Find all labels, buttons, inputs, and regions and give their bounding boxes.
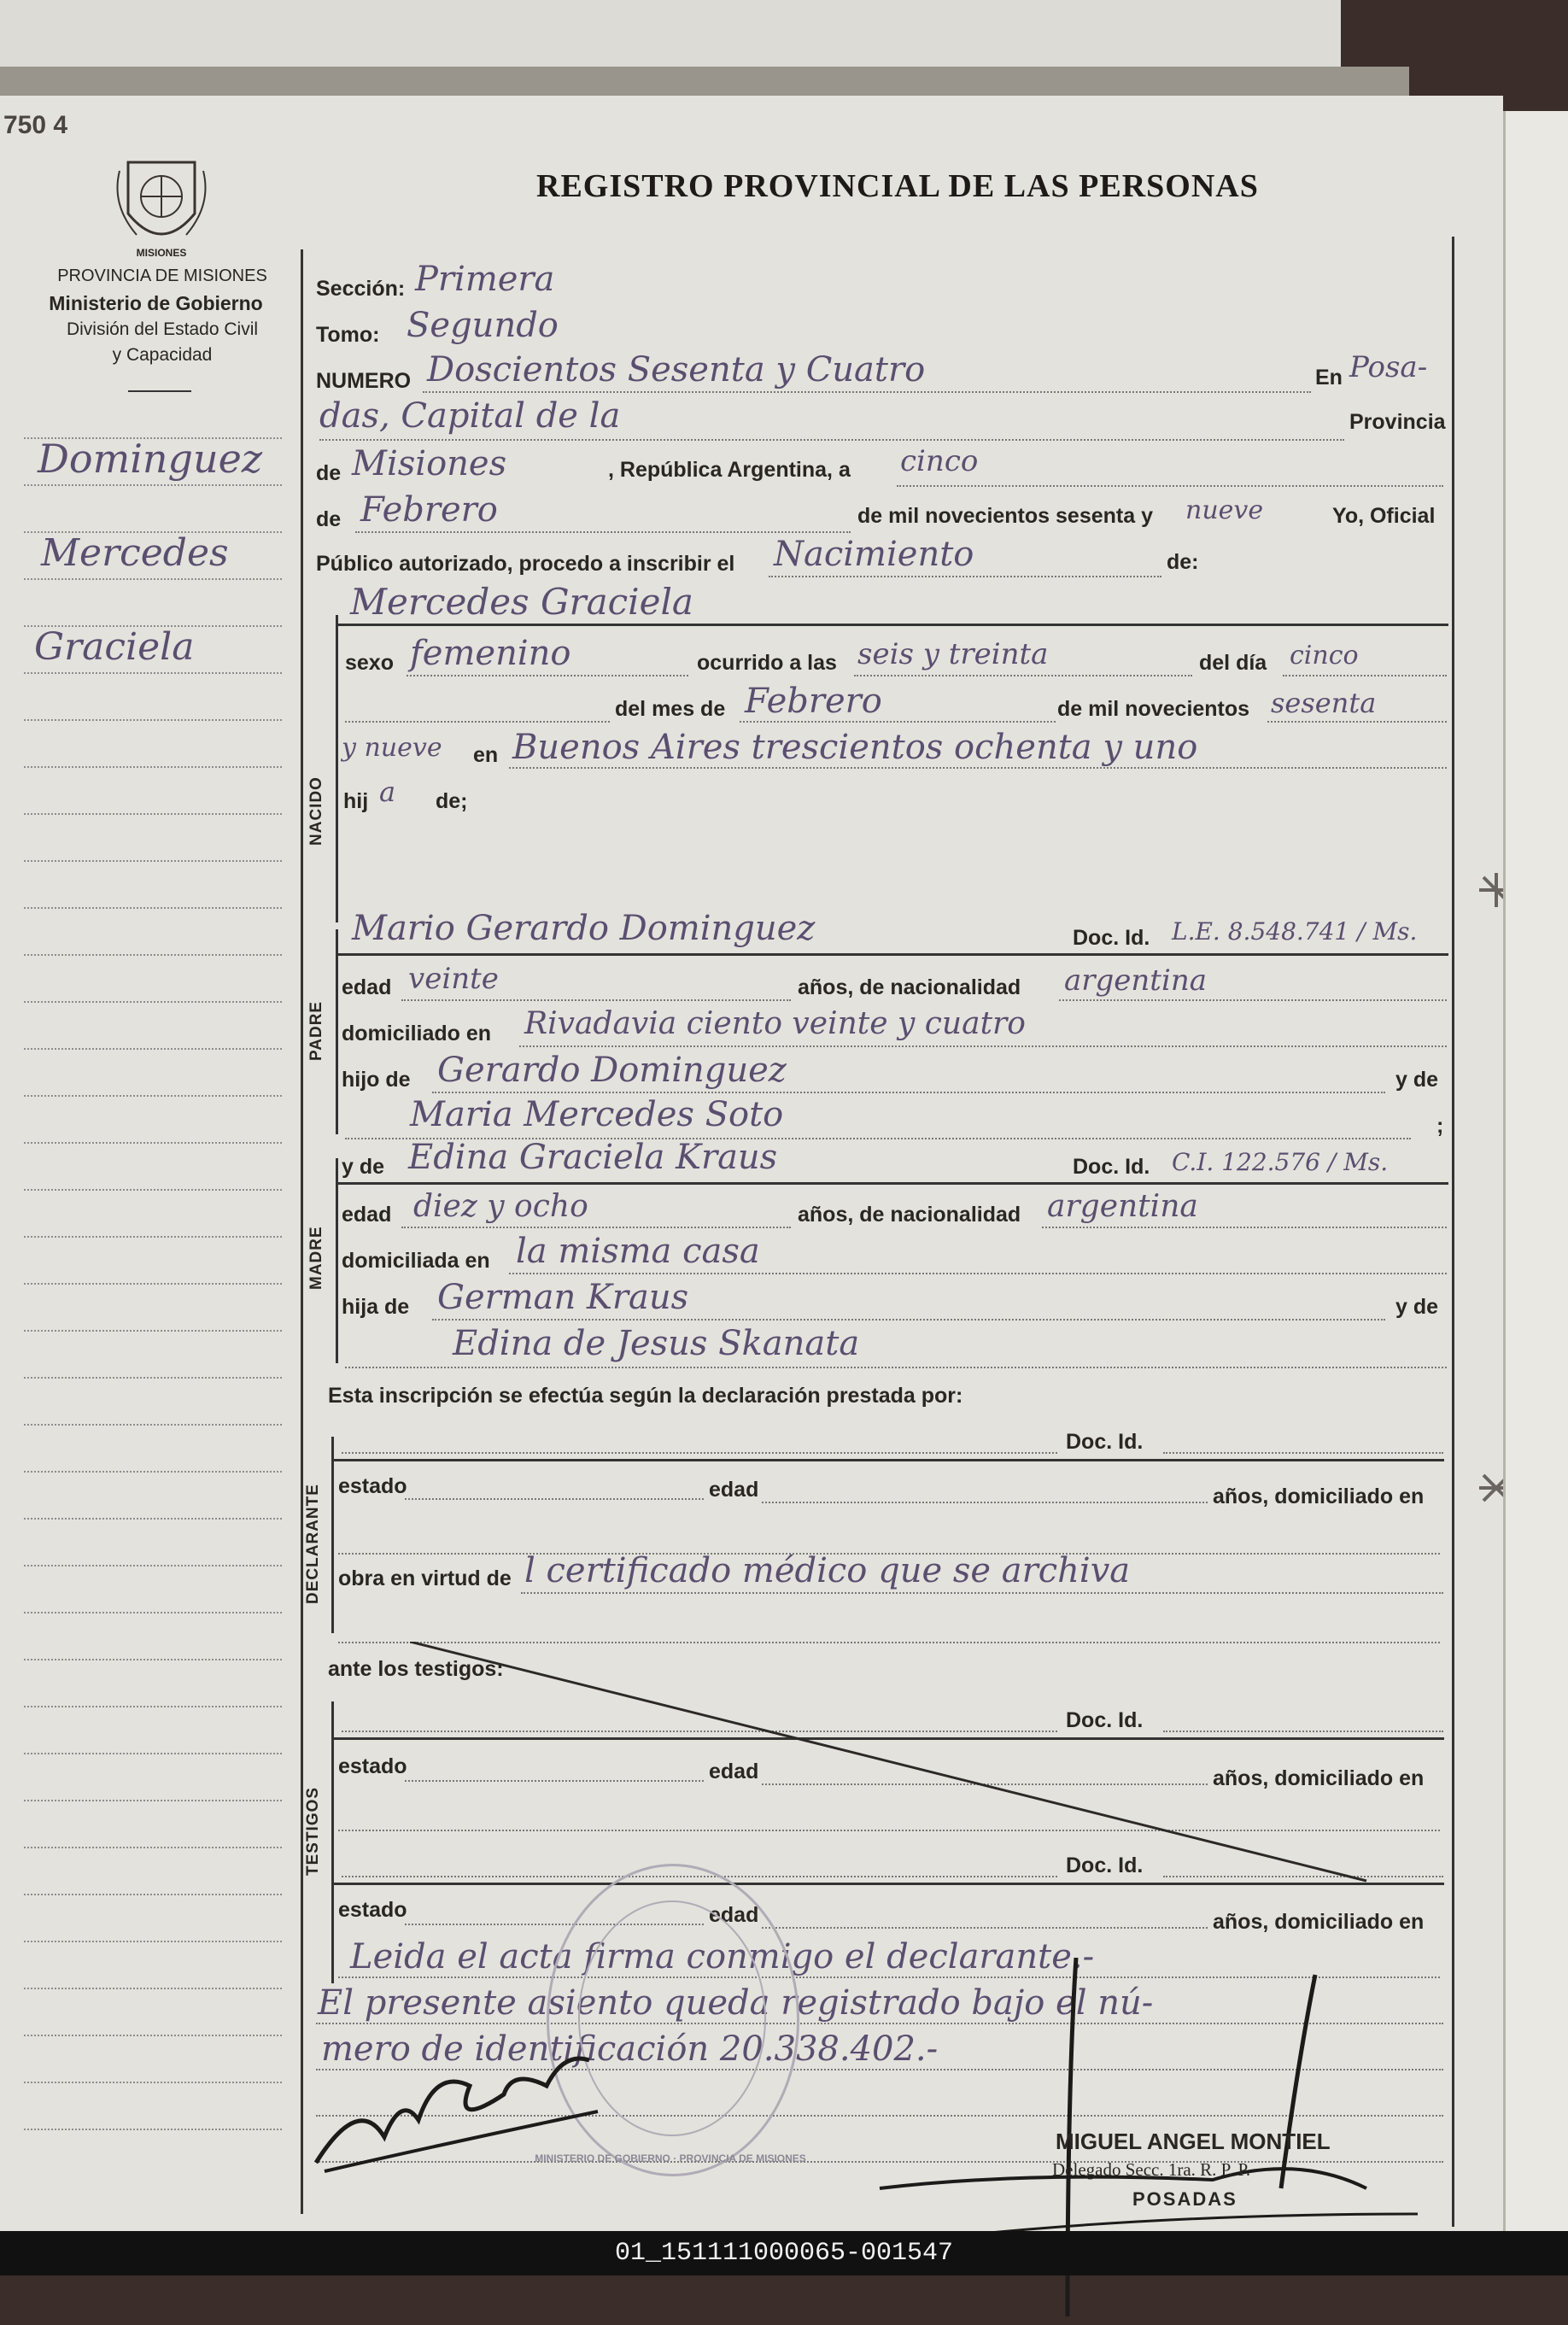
- label-estado-testigo-2: estado: [338, 1898, 407, 1922]
- label-republica: , República Argentina, a: [608, 458, 851, 482]
- top-sheet: [0, 0, 1341, 70]
- label-y-de-madre: y de: [342, 1155, 385, 1179]
- dotted-line: [1163, 1452, 1443, 1454]
- dotted-line: [740, 721, 1056, 723]
- margin-line: [24, 907, 282, 909]
- dotted-line: [355, 531, 851, 533]
- label-de-2: de: [316, 507, 342, 531]
- value-anio-nac-2: y nueve: [342, 733, 442, 763]
- label-doc-padre: Doc. Id.: [1073, 926, 1150, 950]
- margin-line: [24, 954, 282, 956]
- margin-line: [24, 1142, 282, 1144]
- label-sexo: sexo: [345, 651, 394, 675]
- value-dia-nac: cinco: [1290, 641, 1359, 671]
- margin-line: [24, 813, 282, 815]
- label-hij: hij: [343, 789, 369, 813]
- value-abuela-pat: Maria Mercedes Soto: [410, 1095, 784, 1134]
- left-border: [301, 249, 303, 2214]
- value-madre-nombre: Edina Graciela Kraus: [408, 1138, 778, 1177]
- label-numero: NUMERO: [316, 369, 412, 393]
- margin-line: [24, 1471, 282, 1473]
- label-estado-testigo-1: estado: [338, 1754, 407, 1778]
- value-abuelo-pat: Gerardo Dominguez: [437, 1051, 787, 1090]
- label-anos-dom-testigo-2: años, domiciliado en: [1213, 1910, 1425, 1934]
- label-en: En: [1315, 366, 1343, 389]
- label-yo-oficial: Yo, Oficial: [1332, 504, 1436, 528]
- dotted-line: [342, 1452, 1057, 1454]
- label-anos-dom-testigo-1: años, domiciliado en: [1213, 1766, 1425, 1790]
- dotted-line: [1059, 999, 1447, 1001]
- dotted-line: [405, 1498, 704, 1500]
- label-edad-testigo-1: edad: [709, 1760, 759, 1783]
- margin-line: [24, 2035, 282, 2036]
- margin-line: [24, 1283, 282, 1285]
- label-tomo: Tomo:: [316, 323, 380, 347]
- margin-line: [24, 1753, 282, 1754]
- label-y-de-padre: y de: [1395, 1068, 1439, 1092]
- margin-name-1: Mercedes: [41, 531, 229, 575]
- margin-line: [24, 1565, 282, 1567]
- dotted-line: [1042, 1227, 1447, 1228]
- value-en-2: das, Capital de la: [319, 396, 621, 436]
- header-line-1: PROVINCIA DE MISIONES: [57, 266, 267, 285]
- margin-line: [24, 1377, 282, 1379]
- dotted-line: [345, 721, 610, 723]
- section-rule: [338, 624, 1448, 626]
- page-number: 750 4: [3, 111, 68, 139]
- official-name: MIGUEL ANGEL MONTIEL: [1056, 2129, 1331, 2154]
- label-y-de-madre-2: y de: [1395, 1295, 1439, 1319]
- section-rule: [338, 953, 1448, 956]
- label-dom-padre: domiciliado en: [342, 1022, 492, 1045]
- label-doc-madre: Doc. Id.: [1073, 1155, 1150, 1179]
- section-madre: MADRE: [307, 1226, 325, 1290]
- value-padre-nac: argentina: [1064, 963, 1208, 998]
- dotted-line: [401, 999, 791, 1001]
- label-esta-inscripcion: Esta inscripción se efectúa según la declaración prestada por:: [328, 1384, 963, 1408]
- declarante-bracket: [331, 1437, 334, 1633]
- dotted-line: [854, 675, 1192, 676]
- dotted-line: [432, 1092, 1385, 1093]
- margin-line: [24, 1048, 282, 1050]
- margin-line: [24, 2082, 282, 2083]
- page-title: REGISTRO PROVINCIAL DE LAS PERSONAS: [536, 168, 1259, 204]
- margin-line: [24, 672, 282, 674]
- margin-line: [24, 766, 282, 768]
- label-dom-madre: domiciliada en: [342, 1249, 490, 1273]
- label-publico: Público autorizado, procedo a inscribir el: [316, 552, 735, 576]
- section-declarante: DECLARANTE: [304, 1484, 322, 1604]
- label-estado-declarante: estado: [338, 1474, 407, 1498]
- margin-line: [24, 1189, 282, 1191]
- margin-line: [24, 860, 282, 862]
- label-doc-declarante: Doc. Id.: [1066, 1430, 1144, 1454]
- padre-bracket: [336, 929, 338, 1134]
- margin-line: [24, 484, 282, 486]
- value-hij-suffix: a: [379, 776, 396, 808]
- margin-surname: Dominguez: [38, 436, 263, 482]
- margin-line: [24, 1612, 282, 1613]
- closing-line-3: mero de identificación 20.338.402.-: [321, 2029, 939, 2069]
- margin-line: [24, 719, 282, 721]
- margin-line: [24, 1518, 282, 1520]
- label-provincia: Provincia: [1349, 410, 1446, 434]
- value-abuela-mat: Edina de Jesus Skanata: [453, 1324, 860, 1363]
- declarant-signature: [307, 1992, 615, 2188]
- dotted-line: [897, 485, 1443, 487]
- value-padre-nombre: Mario Gerardo Dominguez: [352, 909, 816, 948]
- margin-line: [24, 1706, 282, 1707]
- label-ante-testigos: ante los testigos:: [328, 1657, 504, 1681]
- label-de-colon: de:: [1167, 550, 1199, 574]
- section-nacido: NACIDO: [307, 776, 325, 846]
- value-dia: cinco: [900, 444, 979, 478]
- margin-line: [24, 1847, 282, 1848]
- nacido-bracket: [336, 615, 338, 922]
- dotted-line: [769, 576, 1161, 577]
- margin-line: [24, 1941, 282, 1942]
- dotted-line: [762, 1927, 1208, 1929]
- testigos-bracket: [331, 1701, 334, 1983]
- header-line-2: Ministerio de Gobierno: [49, 292, 263, 314]
- dotted-line: [1267, 721, 1447, 723]
- dotted-line: [432, 1319, 1385, 1321]
- binding-edge: [0, 67, 1409, 97]
- label-semicolon: ;: [1436, 1114, 1444, 1138]
- value-sexo: femenino: [410, 634, 571, 673]
- label-hija-de: hija de: [342, 1295, 410, 1319]
- margin-line: [24, 1095, 282, 1097]
- label-edad-declarante: edad: [709, 1478, 759, 1502]
- dotted-line: [1283, 675, 1447, 676]
- next-page-edge: [1503, 111, 1568, 2231]
- value-padre-edad: veinte: [408, 962, 499, 996]
- province-seal-icon: [111, 154, 212, 256]
- margin-line: [24, 1659, 282, 1660]
- closing-line-2: El presente asiento queda registrado bajo el nú-: [318, 1983, 1154, 2023]
- label-edad-padre: edad: [342, 975, 392, 999]
- dotted-line: [319, 439, 1344, 441]
- cross-out-line: [410, 1642, 1384, 1898]
- closing-line-1: Leida el acta firma conmigo el declarante.-: [350, 1937, 1095, 1977]
- value-nombre: Mercedes Graciela: [350, 581, 693, 623]
- label-nac-padre: años, de nacionalidad: [798, 975, 1021, 999]
- margin-name-2: Graciela: [34, 625, 195, 669]
- label-edad-testigo-2: edad: [709, 1903, 759, 1927]
- dotted-line: [509, 767, 1447, 769]
- label-de-mil: de mil novecientos sesenta y: [857, 504, 1153, 528]
- label-de: de: [316, 461, 342, 485]
- archive-id: 01_151111000065-001547: [0, 2231, 1568, 2275]
- dotted-line: [519, 1045, 1447, 1047]
- label-obra: obra en virtud de: [338, 1567, 512, 1590]
- label-edad-madre: edad: [342, 1203, 392, 1227]
- dotted-line: [521, 1592, 1443, 1594]
- value-provincia: Misiones: [352, 444, 507, 483]
- right-border: [1452, 237, 1454, 2227]
- label-doc-testigo-1: Doc. Id.: [1066, 1708, 1144, 1732]
- label-seccion: Sección:: [316, 277, 406, 301]
- label-del-mes: del mes de: [615, 697, 726, 721]
- margin-line: [24, 1800, 282, 1801]
- value-certificado: l certificado médico que se archiva: [524, 1551, 1131, 1590]
- header-line-3: División del Estado Civil: [66, 319, 259, 339]
- label-doc-testigo-2: Doc. Id.: [1066, 1854, 1144, 1877]
- value-padre-doc: L.E. 8.548.741 / Ms.: [1172, 917, 1418, 946]
- label-anos-dom-declarante: años, domiciliado en: [1213, 1485, 1425, 1508]
- label-nac-madre: años, de nacionalidad: [798, 1203, 1021, 1227]
- value-padre-dom: Rivadavia ciento veinte y cuatro: [524, 1006, 1026, 1041]
- value-madre-edad: diez y ocho: [413, 1189, 588, 1224]
- value-anio: nueve: [1185, 495, 1264, 525]
- stamp-text: MINISTERIO DE GOBIERNO · PROVINCIA DE MISIONES: [535, 2152, 806, 2164]
- label-hijo-de: hijo de: [342, 1068, 411, 1092]
- value-madre-doc: C.I. 122.576 / Ms.: [1172, 1148, 1389, 1176]
- value-lugar-nac: Buenos Aires trescientos ochenta y uno: [512, 728, 1198, 767]
- label-ocurrido: ocurrido a las: [697, 651, 837, 675]
- dotted-line: [407, 675, 688, 676]
- margin-line: [24, 578, 282, 580]
- value-mes-nac: Febrero: [745, 682, 882, 721]
- dotted-line: [345, 1367, 1447, 1368]
- margin-line: [24, 1424, 282, 1426]
- value-abuelo-mat: German Kraus: [437, 1278, 689, 1317]
- madre-bracket: [336, 1158, 338, 1363]
- value-seccion: Primera: [415, 260, 555, 299]
- section-padre: PADRE: [307, 1000, 325, 1061]
- margin-line: [24, 1001, 282, 1003]
- margin-line: [24, 1988, 282, 1989]
- margin-line: [24, 1236, 282, 1238]
- margin-line: [24, 2129, 282, 2130]
- value-madre-dom: la misma casa: [516, 1232, 760, 1271]
- register-page: [0, 96, 1503, 2231]
- value-en-1: Posa-: [1349, 350, 1428, 384]
- margin-line: [24, 1894, 282, 1895]
- official-place: POSADAS: [1132, 2188, 1237, 2210]
- value-numero: Doscientos Sesenta y Cuatro: [427, 350, 926, 389]
- dotted-line: [762, 1502, 1208, 1503]
- value-hora: seis y treinta: [857, 637, 1049, 671]
- value-tomo: Segundo: [407, 306, 559, 345]
- label-del-dia: del día: [1199, 651, 1267, 675]
- seal-text: MISIONES: [136, 247, 187, 259]
- value-mes: Febrero: [360, 490, 498, 530]
- section-testigos: TESTIGOS: [304, 1786, 322, 1876]
- header-underline: [128, 390, 191, 392]
- label-de-mil-nov: de mil novecientos: [1057, 697, 1250, 721]
- section-rule: [334, 1459, 1444, 1461]
- label-de-semicolon: de;: [436, 789, 468, 813]
- header-line-4: y Capacidad: [112, 345, 213, 365]
- section-rule: [338, 1182, 1448, 1185]
- dotted-line: [401, 1227, 791, 1228]
- value-anio-nac-1: sesenta: [1271, 687, 1377, 719]
- label-en-lugar: en: [473, 743, 499, 767]
- dotted-line: [423, 391, 1311, 393]
- margin-line: [24, 1330, 282, 1332]
- value-acto: Nacimiento: [774, 535, 974, 574]
- value-madre-nac: argentina: [1047, 1189, 1198, 1224]
- official-title: Delegado Secc. 1ra. R. P. P.: [1052, 2159, 1251, 2180]
- dotted-line: [509, 1273, 1447, 1274]
